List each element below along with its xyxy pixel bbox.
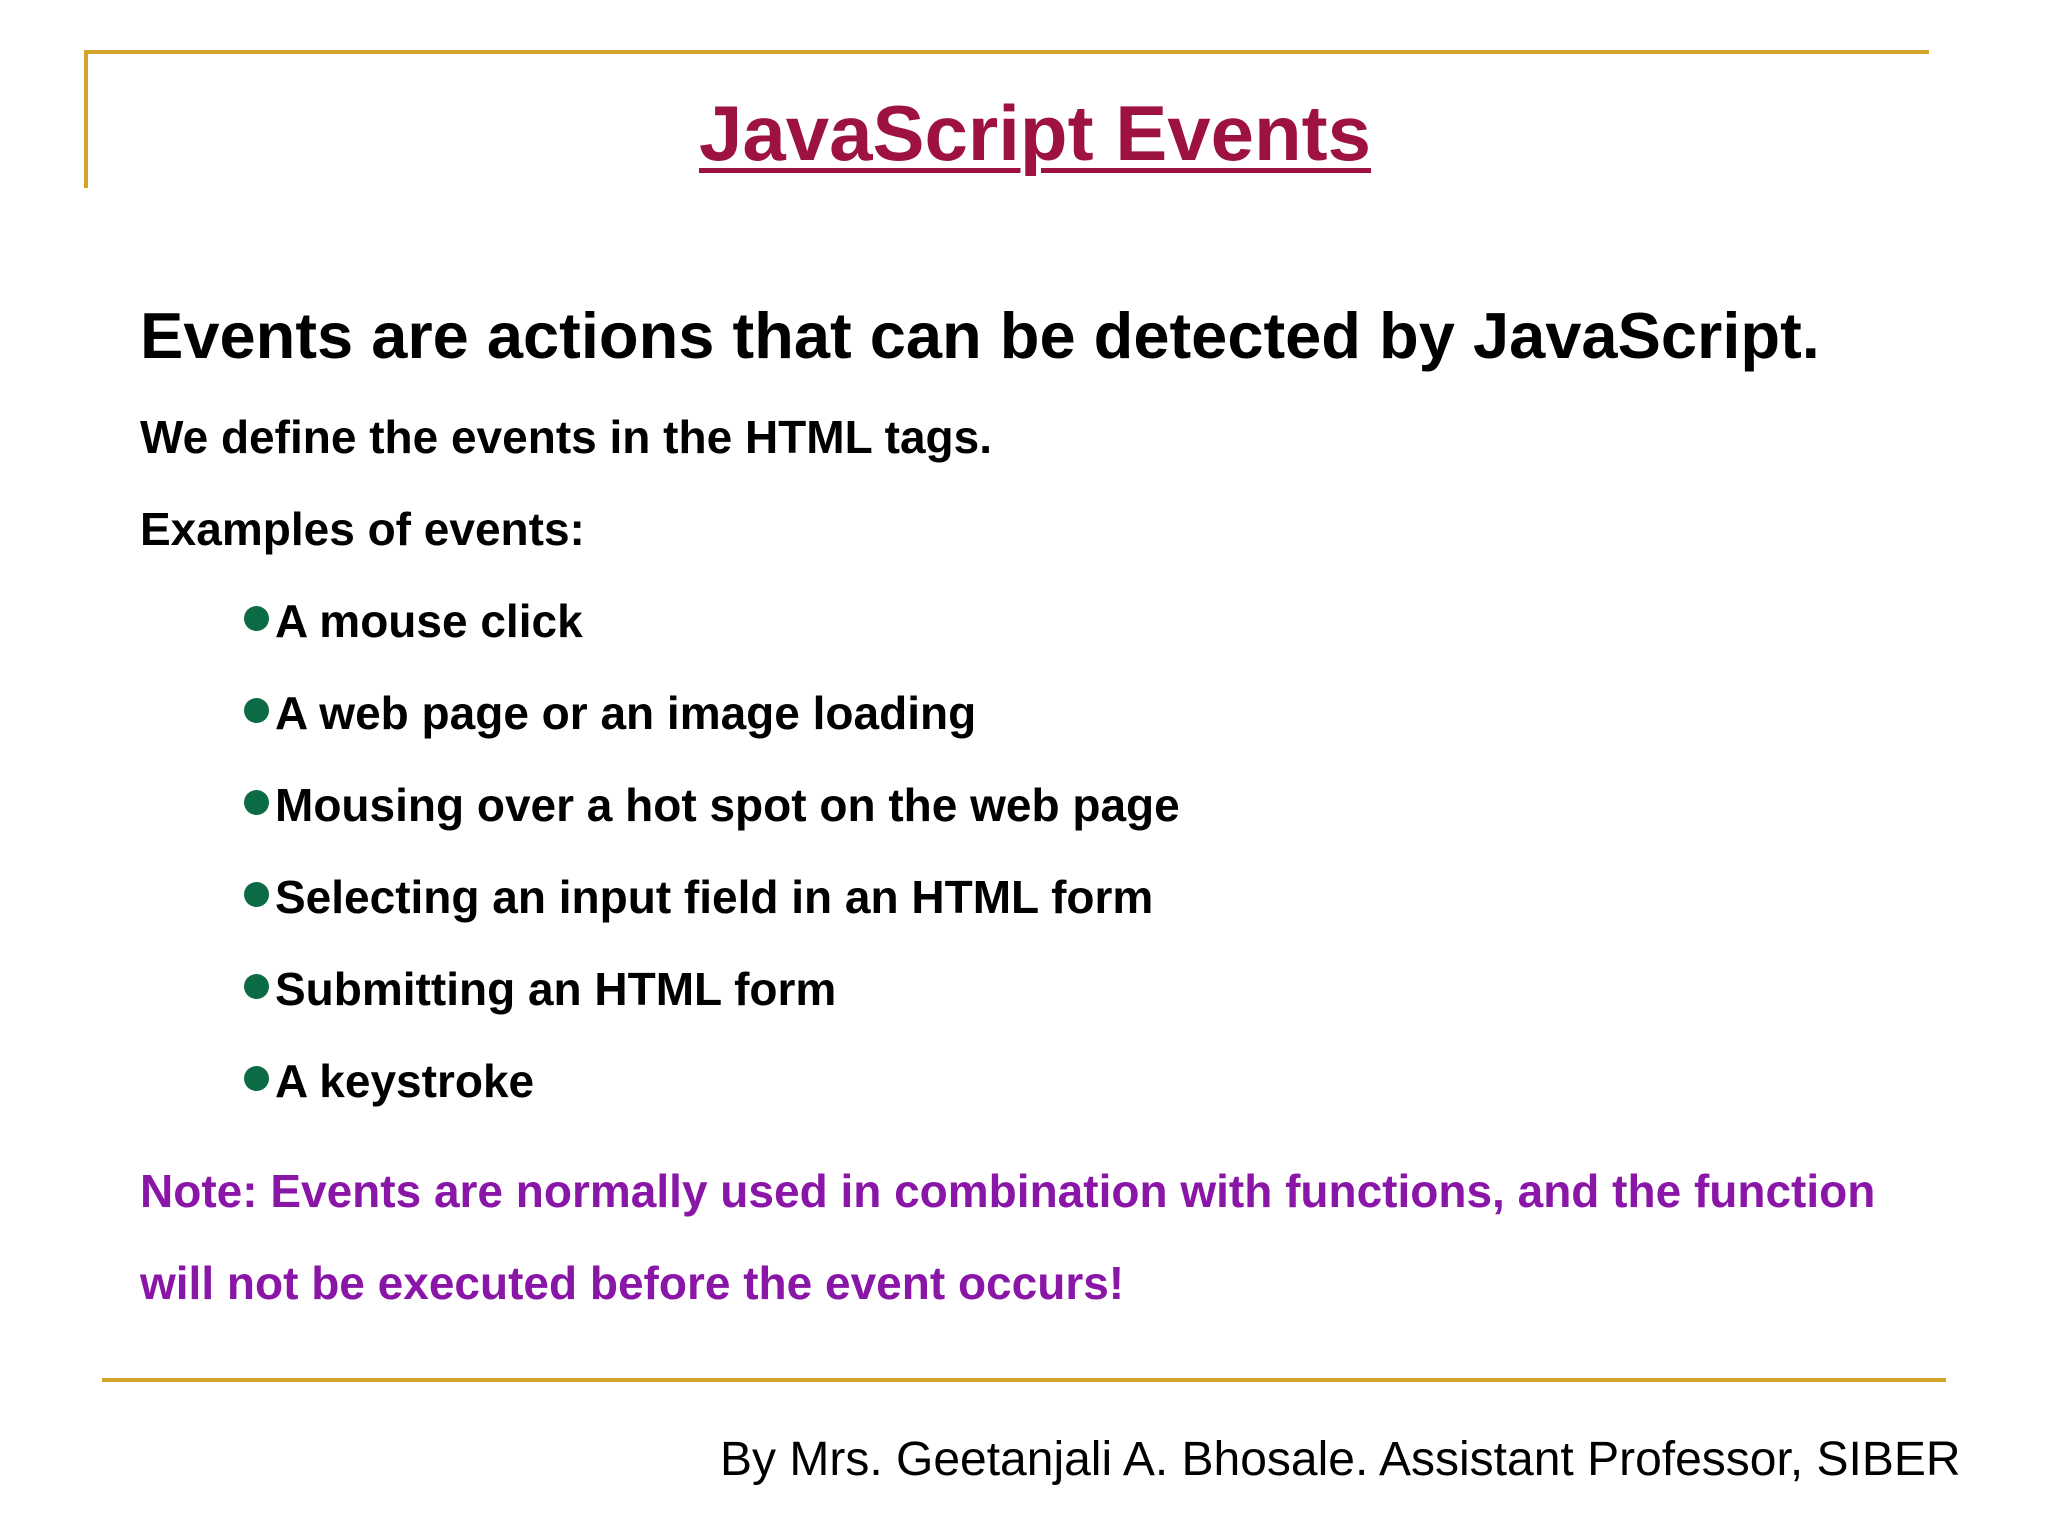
bullet-dot-icon [244,1066,269,1091]
frame-top-rule [84,50,1929,54]
frame-bottom-rule [102,1378,1946,1382]
list-item [244,870,1180,962]
list-item-text: A keystroke [275,1055,535,1107]
list-item [244,594,1180,686]
examples-heading: Examples of events: [140,503,585,555]
intro-line: We define the events in the HTML tags. [140,411,992,463]
list-item-text: A mouse click [275,595,583,647]
list-item-text: A web page or an image loading [275,687,977,739]
footer-credit: By Mrs. Geetanjali A. Bhosale. Assistant Professor, SIBER [720,1433,1961,1486]
list-item-text: Selecting an input field in an HTML form [275,871,1154,923]
list-item [244,778,1180,870]
list-item [244,1054,1180,1146]
event-examples-list [244,594,1180,1146]
bullet-dot-icon [244,974,269,999]
note-text: Note: Events are normally used in combination with functions, and the function will not be executed before the event occurs! [140,1165,1876,1309]
slide-title: JavaScript Events [698,89,1372,177]
list-item-text: Mousing over a hot spot on the web page [275,779,1180,831]
slide-headline: Events are actions that can be detected by JavaScript. [140,299,1820,372]
bullet-dot-icon [244,790,269,815]
bullet-dot-icon [244,606,269,631]
bullet-dot-icon [244,882,269,907]
list-item [244,962,1180,1054]
list-item-text: Submitting an HTML form [275,963,837,1015]
bullet-dot-icon [244,698,269,723]
list-item [244,686,1180,778]
